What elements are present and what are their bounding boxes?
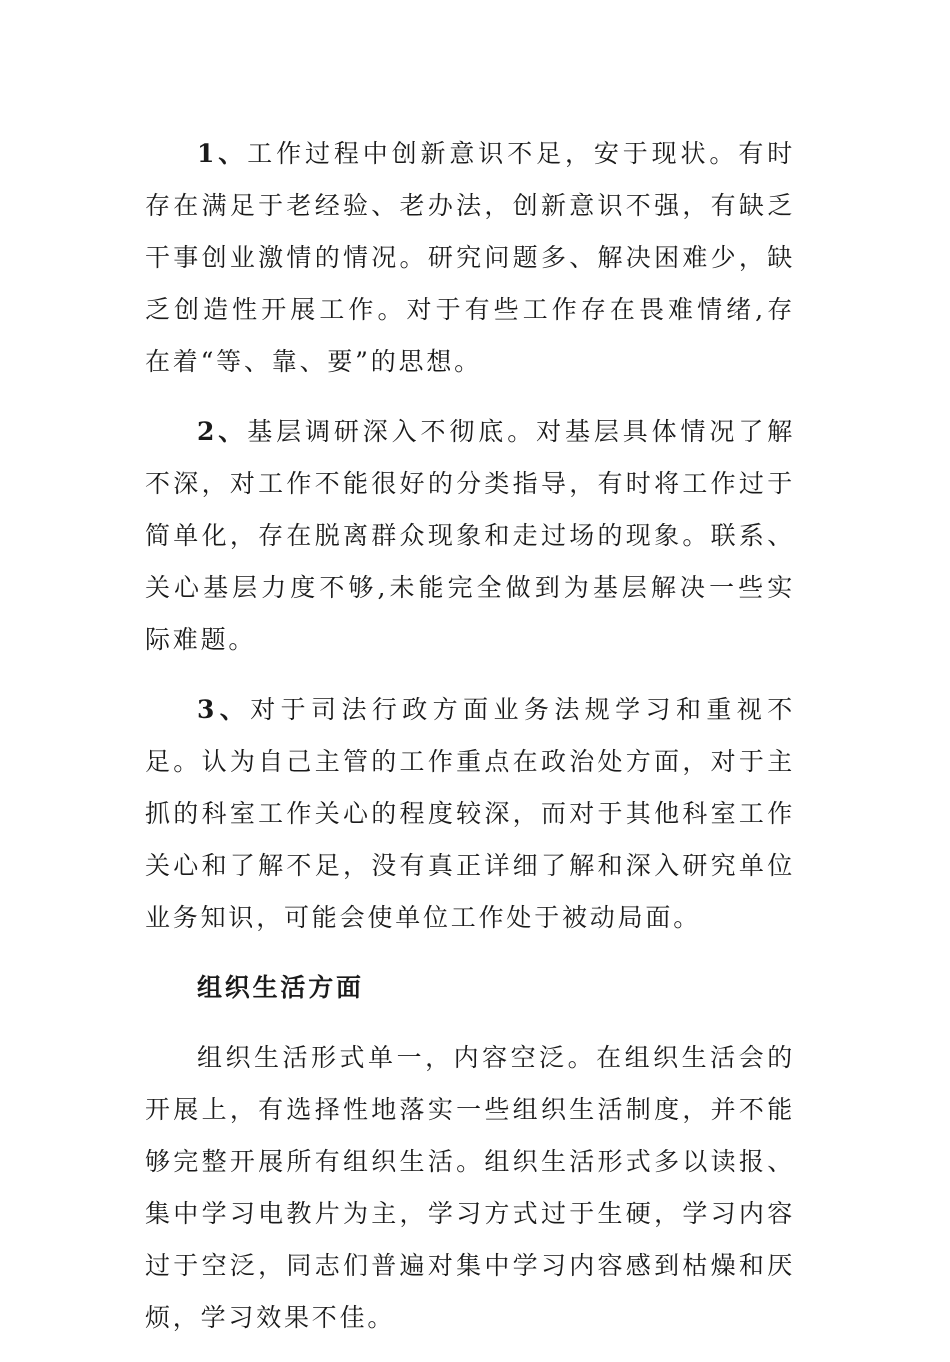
document-page <box>145 128 795 1362</box>
paragraph-text: 工作过程中创新意识不足，安于现状。有时存在满足于老经验、老办法，创新意识不强，有缺乏干事创业激情的情况。研究问题多、解决困难少，缺乏创造性开展工作。对于有些工作存在畏难情绪,存在着“等、靠、要”的思想。 <box>145 139 796 376</box>
section-heading: 组织生活方面 <box>197 973 364 1002</box>
paragraph-1 <box>145 128 795 388</box>
paragraph-text: 基层调研深入不彻底。对基层具体情况了解不深，对工作不能很好的分类指导，有时将工作过于简单化，存在脱离群众现象和走过场的现象。联系、关心基层力度不够,未能完全做到为基层解决一些实际难题。 <box>145 417 796 654</box>
section-paragraph: 组织生活形式单一，内容空泛。在组织生活会的开展上，有选择性地落实一些组织生活制度，并不能够完整开展所有组织生活。组织生活形式多以读报、集中学习电教片为主，学习方式过于生硬，学习内容过于空泛，同志们普遍对集中学习内容感到枯燥和厌烦，学习效果不佳。 <box>145 1043 795 1332</box>
paragraph-3 <box>145 684 795 944</box>
paragraph-number: 3、 <box>197 695 251 724</box>
paragraph-text: 对于司法行政方面业务法规学习和重视不足。认为自己主管的工作重点在政治处方面，对于主抓的科室工作关心的程度较深，而对于其他科室工作关心和了解不足，没有真正详细了解和深入研究单位业务知识，可能会使单位工作处于被动局面。 <box>145 695 795 932</box>
paragraph-2 <box>145 406 795 666</box>
paragraph-number: 2、 <box>197 417 248 446</box>
paragraph-number: 1、 <box>197 139 248 168</box>
